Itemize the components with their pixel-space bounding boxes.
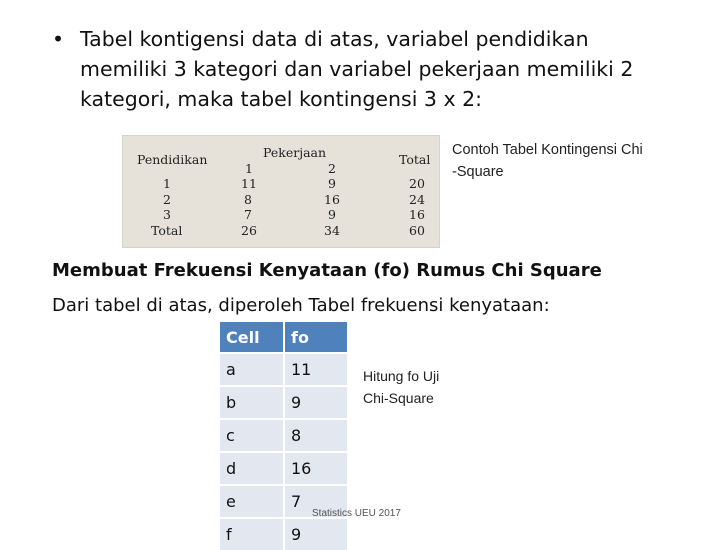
- col-header-pendidikan: Pendidikan: [137, 152, 208, 167]
- section-heading: Membuat Frekuensi Kenyataan (fo) Rumus Chi Square: [52, 260, 602, 281]
- row-1-label: 1: [163, 176, 171, 191]
- row-2-c1: 8: [244, 192, 252, 207]
- cell-fo: 8: [285, 418, 347, 451]
- bullet-paragraph: [52, 24, 692, 114]
- table-row: [220, 352, 347, 385]
- row-1-c2: 9: [328, 176, 336, 191]
- bullet-line-3: kategori, maka tabel kontingensi 3 x 2:: [80, 87, 483, 111]
- frequency-table-header-row: [220, 322, 347, 352]
- row-1-c1: 11: [241, 176, 257, 191]
- col-header-total: Total: [399, 152, 431, 167]
- row-3-c1: 7: [244, 207, 252, 222]
- header-cell: Cell: [220, 322, 285, 352]
- row-total-label: Total: [151, 223, 183, 238]
- cell-fo: 9: [285, 517, 347, 550]
- contingency-table-image: [122, 135, 440, 248]
- cell-fo: 16: [285, 451, 347, 484]
- cell-fo: 7: [285, 484, 347, 517]
- row-1-total: 20: [409, 176, 425, 191]
- header-fo: fo: [285, 322, 347, 352]
- row-2-c2: 16: [324, 192, 340, 207]
- subheader-2: 2: [328, 161, 336, 176]
- row-3-c2: 9: [328, 207, 336, 222]
- cell-name: c: [220, 418, 285, 451]
- bullet-line-1: Tabel kontigensi data di atas, variabel pendidikan: [80, 27, 589, 51]
- table-caption-line-2: -Square: [452, 164, 504, 180]
- row-3-total: 16: [409, 207, 425, 222]
- cell-name: e: [220, 484, 285, 517]
- row-total-c2: 34: [324, 223, 340, 238]
- table-caption: [452, 139, 702, 183]
- slide-footer: Statistics UEU 2017: [312, 508, 401, 519]
- row-3-label: 3: [163, 207, 171, 222]
- cell-name: d: [220, 451, 285, 484]
- cell-name: f: [220, 517, 285, 550]
- side-note: [363, 365, 439, 409]
- row-total-total: 60: [409, 223, 425, 238]
- cell-name: b: [220, 385, 285, 418]
- table-row: [220, 385, 347, 418]
- side-note-line-1: Hitung fo Uji: [363, 368, 440, 384]
- col-header-pekerjaan: Pekerjaan: [263, 145, 327, 160]
- table-caption-line-1: Contoh Tabel Kontingensi Chi: [452, 142, 643, 158]
- subheader-1: 1: [245, 161, 253, 176]
- section-subline: Dari tabel di atas, diperoleh Tabel frekuensi kenyataan:: [52, 295, 550, 316]
- table-row: [220, 451, 347, 484]
- side-note-line-2: Chi-Square: [363, 390, 434, 406]
- cell-fo: 11: [285, 352, 347, 385]
- bullet-line-2: memiliki 3 kategori dan variabel pekerjaan memiliki 2: [80, 57, 634, 81]
- table-row: [220, 517, 347, 550]
- cell-name: a: [220, 352, 285, 385]
- row-2-label: 2: [163, 192, 171, 207]
- row-total-c1: 26: [241, 223, 257, 238]
- bullet-marker: •: [52, 27, 65, 51]
- row-2-total: 24: [409, 192, 425, 207]
- cell-fo: 9: [285, 385, 347, 418]
- table-row: [220, 418, 347, 451]
